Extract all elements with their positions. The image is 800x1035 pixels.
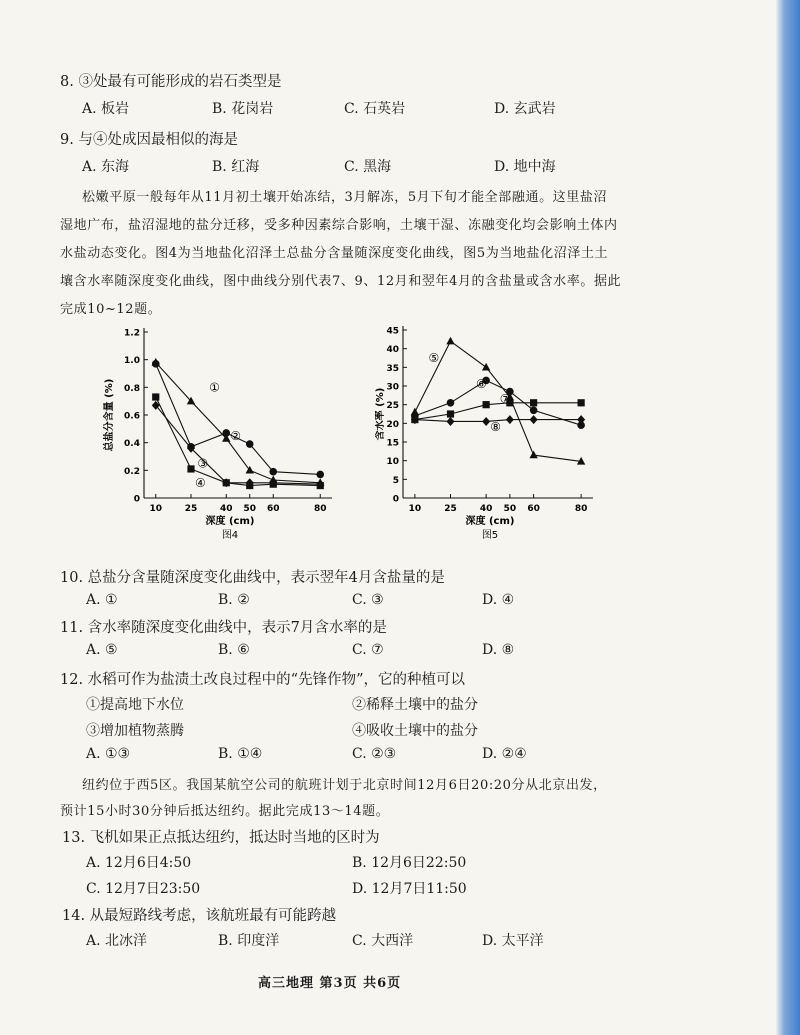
q8-option-d: D. 玄武岩 <box>494 101 556 117</box>
y-tick-label: 0 <box>392 494 399 505</box>
y-tick-label: 15 <box>386 438 399 449</box>
y-tick-label: 10 <box>386 457 399 468</box>
q13-option-c: C. 12月7日23:50 <box>86 881 201 897</box>
data-point-diamond <box>447 417 455 426</box>
y-tick-label: 1.0 <box>124 356 140 367</box>
data-point-square <box>152 393 159 400</box>
y-tick-label: 0.2 <box>124 466 140 477</box>
question-13-stem: 13. 飞机如果正点抵达纽约，抵达时当地的区时为 <box>62 830 380 846</box>
x-axis-label: 深度 (cm) <box>465 516 515 527</box>
q12-option-b: B. ①④ <box>218 746 263 762</box>
y-tick-label: 0.6 <box>124 411 140 422</box>
q14-option-c: C. 大西洋 <box>352 933 414 949</box>
x-tick-label: 50 <box>243 504 257 514</box>
figure-5-water-content-chart <box>375 320 605 552</box>
q9-option-d: D. 地中海 <box>494 159 556 175</box>
page-edge-strip <box>776 0 800 1035</box>
data-point-circle <box>447 399 455 407</box>
series-label: ③ <box>197 456 209 471</box>
q12-option-a: A. ①③ <box>86 746 131 762</box>
passage-1-line-5: 完成10~12题。 <box>60 302 162 317</box>
q11-option-c: C. ⑦ <box>352 642 384 658</box>
data-point-square <box>578 399 585 406</box>
data-point-diamond <box>506 415 514 424</box>
passage-1-line-3: 水盐动态变化。图4为当地盐化沼泽土总盐分含量随深度变化曲线，图5为当地盐化沼泽土土 <box>60 246 609 261</box>
q12-statement-3: ③增加植物蒸腾 <box>86 723 184 739</box>
q11-option-a: A. ⑤ <box>86 642 118 658</box>
q12-statement-4: ④吸收土壤中的盐分 <box>352 723 478 739</box>
q10-option-c: C. ③ <box>352 592 384 608</box>
data-point-circle <box>152 360 160 368</box>
question-9-stem: 9. 与④处成因最相似的海是 <box>60 132 238 148</box>
data-point-circle <box>269 468 277 476</box>
x-tick-label: 40 <box>479 504 493 514</box>
q12-statement-1: ①提高地下水位 <box>86 697 184 713</box>
y-axis-label: 含水率 (%) <box>375 387 386 441</box>
y-axis-label: 总盐分含量 (%) <box>104 378 115 452</box>
q14-option-d: D. 太平洋 <box>482 933 544 949</box>
data-point-diamond <box>482 417 490 426</box>
question-10-stem: 10. 总盐分含量随深度变化曲线中，表示翌年4月含盐量的是 <box>60 570 445 586</box>
q12-option-d: D. ②④ <box>482 746 527 762</box>
q9-option-c: C. 黑海 <box>344 159 392 175</box>
q14-option-b: B. 印度洋 <box>218 933 280 949</box>
y-tick-label: 45 <box>386 326 399 337</box>
passage-2-line-2: 预计15小时30分钟后抵达纽约。据此完成13～14题。 <box>60 804 390 819</box>
question-11-stem: 11. 含水率随深度变化曲线中，表示7月含水率的是 <box>60 620 387 636</box>
passage-1-line-1: 松嫩平原一般每年从11月初土壤开始冻结，3月解冻，5月下旬才能全部融通。这里盐沼 <box>82 190 608 205</box>
series-label: ④ <box>195 475 206 490</box>
y-tick-label: 30 <box>386 382 399 393</box>
x-tick-label: 50 <box>503 504 517 514</box>
data-point-circle <box>316 471 324 479</box>
passage-1-line-2: 湿地广布，盐沼湿地的盐分迁移，受多种因素综合影响，土壤干湿、冻融变化均会影响土体内 <box>60 218 618 233</box>
data-point-square <box>187 465 194 472</box>
data-point-circle <box>222 429 230 437</box>
data-point-circle <box>530 406 538 414</box>
y-tick-label: 0.8 <box>124 383 140 394</box>
data-point-triangle <box>529 451 537 459</box>
page-footer: 高三地理 第3页 共6页 <box>258 976 402 991</box>
series-line-2 <box>156 364 321 475</box>
x-tick-label: 60 <box>527 504 540 514</box>
q8-option-a: A. 板岩 <box>82 101 130 117</box>
y-tick-label: 25 <box>386 401 399 412</box>
q13-option-d: D. 12月7日11:50 <box>352 881 467 897</box>
question-12-stem: 12. 水稻可作为盐渍土改良过程中的“先锋作物”，它的种植可以 <box>60 672 465 688</box>
data-point-triangle <box>446 337 454 345</box>
figure-4-salt-content-chart <box>100 320 345 552</box>
q10-option-b: B. ② <box>218 592 250 608</box>
x-tick-label: 25 <box>444 504 457 514</box>
y-tick-label: 1.2 <box>124 328 140 339</box>
x-tick-label: 80 <box>313 504 327 514</box>
q11-option-b: B. ⑥ <box>218 642 250 658</box>
y-tick-label: 20 <box>386 419 399 430</box>
q8-option-c: C. 石英岩 <box>344 101 406 117</box>
q8-option-b: B. 花岗岩 <box>212 101 274 117</box>
y-tick-label: 5 <box>392 475 399 486</box>
q13-option-a: A. 12月6日4:50 <box>86 855 192 871</box>
data-point-square <box>530 399 537 406</box>
series-line-1 <box>415 341 581 461</box>
series-label: ⑦ <box>499 392 511 407</box>
x-axis-label: 深度 (cm) <box>205 516 255 527</box>
q9-option-b: B. 红海 <box>212 159 260 175</box>
series-line-4 <box>156 405 321 484</box>
figure-caption: 图4 <box>221 530 239 541</box>
data-point-triangle <box>482 363 490 371</box>
q10-option-a: A. ① <box>86 592 118 608</box>
question-8-stem: 8. ③处最有可能形成的岩石类型是 <box>60 74 282 90</box>
series-label: ① <box>209 380 220 395</box>
x-tick-label: 10 <box>408 504 422 514</box>
data-point-diamond <box>530 415 538 424</box>
q9-option-a: A. 东海 <box>82 159 130 175</box>
q12-option-c: C. ②③ <box>352 746 397 762</box>
q12-statement-2: ②稀释土壤中的盐分 <box>352 697 478 713</box>
y-tick-label: 35 <box>386 363 399 374</box>
x-tick-label: 25 <box>184 504 198 514</box>
x-tick-label: 40 <box>219 504 233 514</box>
x-tick-label: 10 <box>149 504 163 514</box>
series-label: ② <box>230 428 242 443</box>
q13-option-b: B. 12月6日22:50 <box>352 855 467 871</box>
data-point-square <box>483 401 490 408</box>
passage-2-line-1: 纽约位于西5区。我国某航空公司的航班计划于北京时间12月6日20:20分从北京出发， <box>82 778 607 793</box>
data-point-square <box>447 410 454 417</box>
y-tick-label: 40 <box>386 345 399 356</box>
series-label: ⑥ <box>475 377 487 392</box>
y-tick-label: 0.4 <box>124 439 140 450</box>
data-point-circle <box>246 440 254 448</box>
q11-option-d: D. ⑧ <box>482 642 515 658</box>
passage-1-line-4: 壤含水率随深度变化曲线，图中曲线分别代表7、9、12月和翌年4月的含盐量或含水率。据此 <box>60 274 622 289</box>
x-tick-label: 60 <box>266 504 280 514</box>
question-14-stem: 14. 从最短路线考虑，该航班最有可能跨越 <box>62 908 337 924</box>
q14-option-a: A. 北冰洋 <box>86 933 148 949</box>
series-label: ⑧ <box>490 420 502 435</box>
x-tick-label: 80 <box>574 504 588 514</box>
q10-option-d: D. ④ <box>482 592 515 608</box>
series-label: ⑤ <box>428 351 440 365</box>
y-tick-label: 0 <box>133 494 140 505</box>
figure-caption: 图5 <box>481 530 499 541</box>
